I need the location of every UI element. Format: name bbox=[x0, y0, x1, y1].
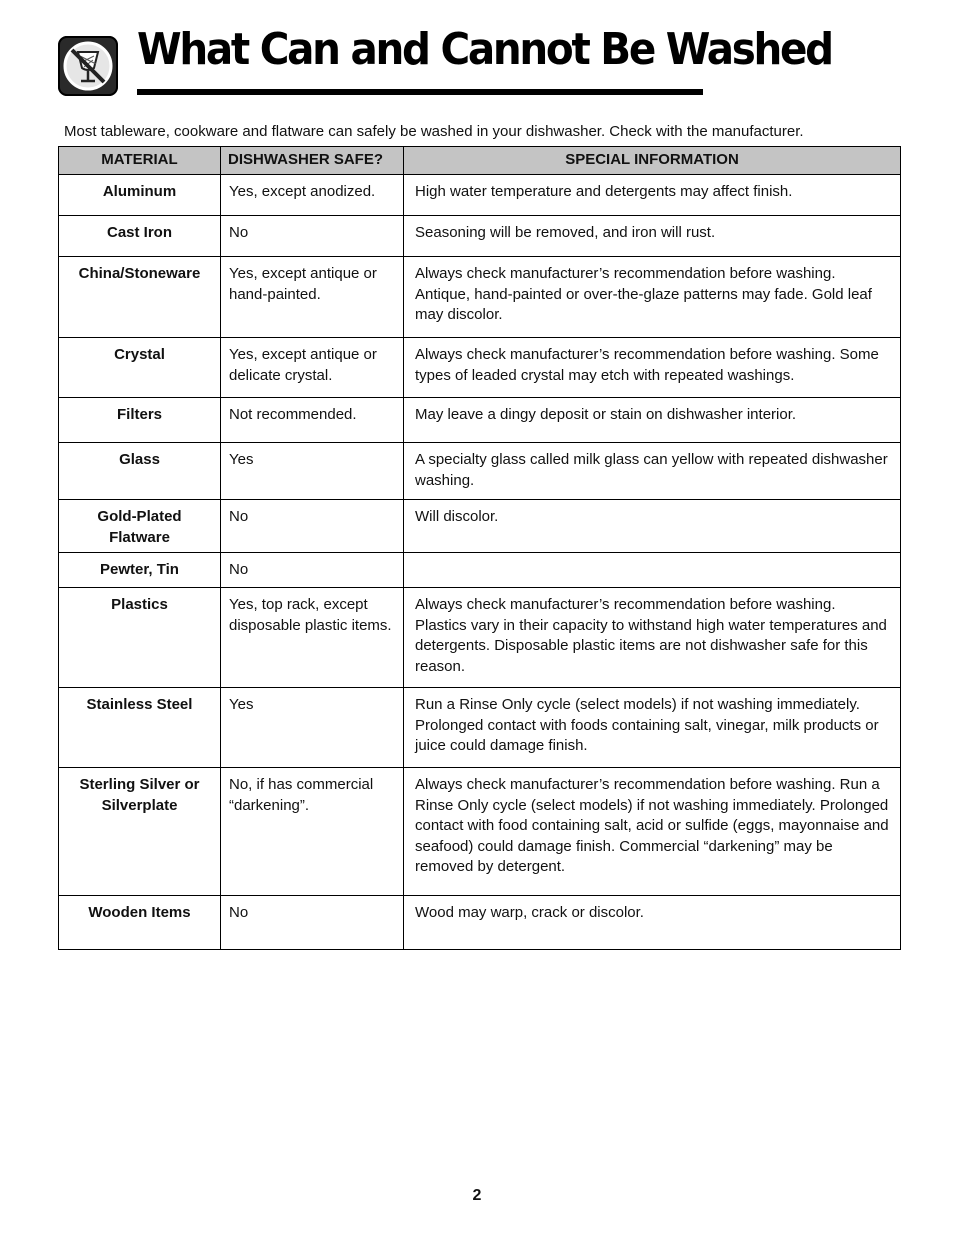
material-cell: Filters bbox=[59, 398, 221, 443]
dishwasher-safe-cell: Not recommended. bbox=[221, 398, 404, 443]
special-information-cell: Wood may warp, crack or discolor. bbox=[404, 896, 901, 950]
dishwasher-safe-cell: Yes, except anodized. bbox=[221, 175, 404, 216]
dishwasher-safe-cell: No bbox=[221, 896, 404, 950]
table-row bbox=[59, 216, 901, 257]
special-information-cell: Will discolor. bbox=[404, 500, 901, 553]
material-cell: Plastics bbox=[59, 588, 221, 688]
material-cell: Sterling Silver or Silverplate bbox=[59, 768, 221, 896]
table-row bbox=[59, 588, 901, 688]
dishwasher-safe-cell: Yes, except antique or hand-painted. bbox=[221, 257, 404, 338]
column-header-dishwasher-safe: DISHWASHER SAFE? bbox=[221, 147, 404, 175]
material-cell: Gold-Plated Flatware bbox=[59, 500, 221, 553]
table-row bbox=[59, 500, 901, 553]
table-row bbox=[59, 175, 901, 216]
intro-text: Most tableware, cookware and flatware can safely be washed in your dishwasher. Check with the manufacturer. bbox=[64, 123, 804, 140]
page-title: What Can and Cannot Be Washed bbox=[137, 24, 832, 75]
special-information-cell bbox=[404, 553, 901, 588]
material-cell: Stainless Steel bbox=[59, 688, 221, 768]
dishwasher-safe-cell: Yes bbox=[221, 443, 404, 500]
material-cell: Crystal bbox=[59, 338, 221, 398]
special-information-cell: Run a Rinse Only cycle (select models) if not washing immediately. Prolonged contact with foods containing salt, vinegar, milk products or juice could damage finish. bbox=[404, 688, 901, 768]
column-header-material: MATERIAL bbox=[59, 147, 221, 175]
dishwasher-safe-cell: No, if has commercial “darkening”. bbox=[221, 768, 404, 896]
material-cell: Cast Iron bbox=[59, 216, 221, 257]
dishwasher-safe-cell: Yes, top rack, except disposable plastic items. bbox=[221, 588, 404, 688]
special-information-cell: May leave a dingy deposit or stain on dishwasher interior. bbox=[404, 398, 901, 443]
dishwasher-safe-cell: No bbox=[221, 553, 404, 588]
table-row bbox=[59, 398, 901, 443]
table-row bbox=[59, 768, 901, 896]
page-number: 2 bbox=[472, 1187, 482, 1204]
special-information-cell: Always check manufacturer’s recommendation before washing. Run a Rinse Only cycle (select models) if not washing immediately. Prolonged contact with food containing salt, acid or sulfide (eggs, mayonnaise and seafood) could damage finish. Commercial “darkening” may be removed by detergent. bbox=[404, 768, 901, 896]
table-row bbox=[59, 896, 901, 950]
dishwasher-safe-cell: Yes bbox=[221, 688, 404, 768]
special-information-cell: Always check manufacturer’s recommendation before washing. Plastics vary in their capacity to withstand high water temperatures and detergents. Disposable plastic items are not dishwasher safe for this reason. bbox=[404, 588, 901, 688]
dishwasher-safe-cell: No bbox=[221, 216, 404, 257]
no-crystal-glass-icon-graphic bbox=[58, 36, 118, 96]
material-cell: Aluminum bbox=[59, 175, 221, 216]
material-cell: Wooden Items bbox=[59, 896, 221, 950]
special-information-cell: High water temperature and detergents may affect finish. bbox=[404, 175, 901, 216]
table-row bbox=[59, 443, 901, 500]
material-cell: China/Stoneware bbox=[59, 257, 221, 338]
table-row bbox=[59, 257, 901, 338]
washability-table bbox=[58, 146, 901, 950]
title-underline bbox=[137, 89, 703, 95]
table-row bbox=[59, 688, 901, 768]
special-information-cell: Seasoning will be removed, and iron will rust. bbox=[404, 216, 901, 257]
table-header-row bbox=[59, 147, 901, 175]
dishwasher-safe-cell: No bbox=[221, 500, 404, 553]
special-information-cell: Always check manufacturer’s recommendation before washing. Antique, hand-painted or over-the-glaze patterns may fade. Gold leaf may discolor. bbox=[404, 257, 901, 338]
dishwasher-safe-cell: Yes, except antique or delicate crystal. bbox=[221, 338, 404, 398]
material-cell: Glass bbox=[59, 443, 221, 500]
table-row bbox=[59, 338, 901, 398]
column-header-special-information: SPECIAL INFORMATION bbox=[404, 147, 901, 175]
no-crystal-glass-icon bbox=[58, 36, 118, 96]
table-row bbox=[59, 553, 901, 588]
special-information-cell: Always check manufacturer’s recommendation before washing. Some types of leaded crystal may etch with repeated washings. bbox=[404, 338, 901, 398]
material-cell: Pewter, Tin bbox=[59, 553, 221, 588]
special-information-cell: A specialty glass called milk glass can yellow with repeated dishwasher washing. bbox=[404, 443, 901, 500]
